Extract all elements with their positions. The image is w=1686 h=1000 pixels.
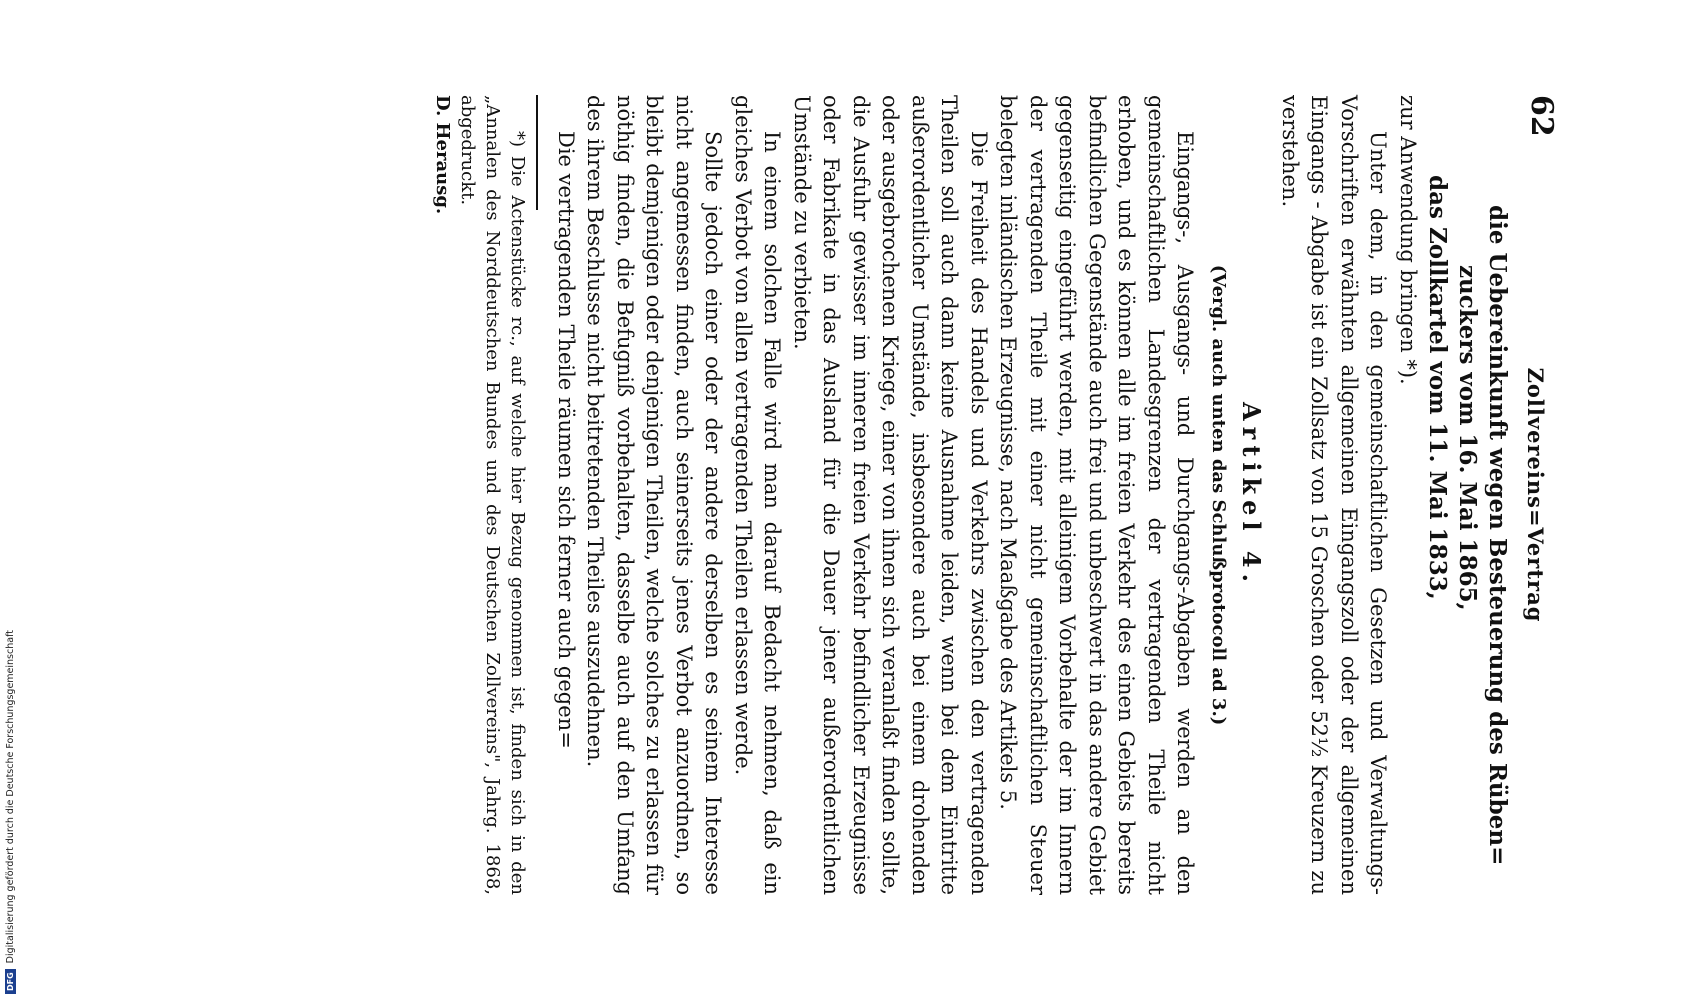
page-content [160,95,1559,895]
footnote-rule [537,95,539,210]
title-line: zuckers vom 16. Mai 1865, [1454,265,1481,611]
digitization-credit [4,0,18,1000]
footnote-text: *) Die Actenstücke rc., auf welche hier Bezug genommen ist, finden sich in den „Annalen des Norddeutschen Bundes und des Deutschen Zollvereins", Jahrg. 1868, abgedruckt. [457,95,529,895]
paragraph: Die vertragenden Theile räumen sich ferner auch gegen= [554,131,578,749]
title-line: zur Anwendung bringen *). [1396,95,1420,385]
title-line: die Uebereinkunft wegen Besteuerung des Rüben= [1484,205,1511,866]
title-line: das Zollkartel vom 11. Mai 1833, [1424,175,1451,600]
page-number: 62 [1524,95,1559,137]
footnote [431,95,531,895]
article-note: (Vergl. auch unten das Schlußprotocoll ad 3.) [1208,264,1229,726]
dfg-logo: DFG [5,969,16,994]
page-header [1512,95,1559,895]
running-head: Zollvereins=Vertrag [1523,367,1548,623]
paragraph: Unter dem, in den gemeinschaftlichen Gesetzen und Verwaltungs-Vorschriften erwähnten allgemeinen Eingangszoll oder der allgemeinen Eingangs - Abgabe ist ein Zollsatz von 15 Groschen oder 52½ Kreuzern zu verstehen. [1278,95,1391,895]
paragraph: Eingangs-, Ausgangs- und Durchgangs-Abgaben werden an den gemeinschaftlichen Landesgrenzen der vertragenden Theile nicht erhoben, und es können alle im freien Verkehr des einen Gebiets bereits befindlichen Gegenstände auch frei und unbeschwert in das andere Gebiet gegenseitig eingeführt werden, mit alleinigem Vorbehalte der im Innern der vertragenden Theile mit einer nicht gemeinschaftlichen Steuer belegten inländischen Erzeugnisse, nach Maaßgabe des Artikels 5. [996,95,1198,895]
article-heading: Artikel 4. [1237,402,1267,588]
paragraph: Sollte jedoch einer oder der andere derselben es seinem Interesse nicht angemessen finden, auch seinerseits jenes Verbot anzuordnen, so bleibt demjenigen oder denjenigen Theilen, welche solches zu erlassen für nöthig finden, die Befugniß vorbehalten, dasselbe auch auf den Umfang des ihrem Beschlusse nicht beitretenden Theiles auszudehnen. [583,95,726,895]
footnote-signature: D. Herausg. [432,95,454,215]
credit-text: Digitalisierung gefördert durch die Deutsche Forschungsgemeinschaft [5,630,16,964]
paragraph: In einem solchen Falle wird man darauf Bedacht nehmen, daß ein gleiches Verbot von allen vertragenden Theilen erlassen werde. [731,95,785,895]
body-text [431,95,1513,895]
scanned-page [160,95,1559,895]
treaty-references [1422,95,1512,895]
paragraph: Die Freiheit des Handels und Verkehrs zwischen den vertragenden Theilen soll auch dann keine Ausnahme leiden, wenn bei dem Eintritte außerordentlicher Umstände, insbesondere auch bei einem drohenden oder ausgebrochenen Kriege, einer von ihnen sich veranlaßt finden sollte, die Ausfuhr gewisser im inneren freien Verkehr befindlicher Erzeugnisse oder Fabrikate in das Ausland für die Dauer jener außerordentlichen Umstände zu verbieten. [790,95,991,895]
